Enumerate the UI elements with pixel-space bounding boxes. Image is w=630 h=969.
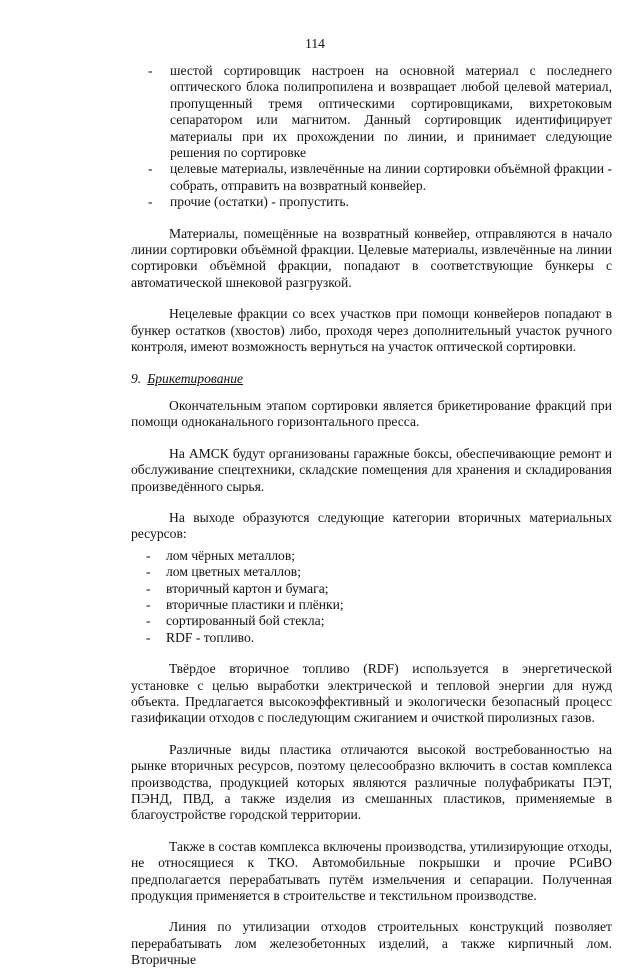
paragraph: На выходе образуются следующие категории вторичных материальных ресурсов: (131, 509, 612, 542)
resource-categories-list (131, 548, 612, 646)
section-title: Брикетирование (147, 370, 244, 386)
list-marker: - (146, 613, 151, 629)
list-item: - шестой сортировщик настроен на основной материал с последнего оптического блока полипропилена и возвращает любой целевой материал, пропущенный тремя оптическими сортировщиками, вихретоковым сепаратором или магнитом. Данный сортировщик идентифицирует материалы при их прохождении по линии, и принимает следующие решения по сортировке (148, 63, 612, 161)
list-item: - RDF - топливо. (146, 629, 255, 645)
paragraph: Различные виды пластика отличаются высокой востребованностью на рынке вторичных ресурсов, поэтому целесообразно включить в состав комплекса производства, продукцией которых являются различные полуфабрикаты ПЭТ, ПЭНД, ПВД, а также изделия из смешанных пластиков, применяемые в благоустройстве городской территории. (131, 741, 612, 823)
page-number: 114 (305, 36, 325, 51)
list-item: - вторичные пластики и плёнки; (146, 596, 344, 612)
list-marker: - (146, 629, 151, 645)
list-marker: - (148, 161, 153, 177)
final-paragraph-wrapper (131, 919, 612, 968)
list-marker: - (146, 580, 151, 596)
section-number: 9. (131, 370, 142, 386)
list-item: - лом цветных металлов; (146, 564, 301, 580)
list-item: - лом чёрных металлов; (146, 547, 296, 563)
list-marker: - (146, 547, 151, 563)
list-marker: - (146, 564, 151, 580)
list-item: - целевые материалы, извлечённые на линии сортировки объёмной фракции - собрать, отправить на возвратный конвейер. (148, 161, 612, 193)
section-heading (131, 371, 612, 387)
list-marker: - (146, 596, 151, 612)
list-marker: - (148, 63, 153, 78)
list-item: - сортированный бой стекла; (146, 613, 325, 629)
paragraph: Окончательным этапом сортировки является брикетирование фракций при помощи одноканального горизонтального пресса. (131, 397, 612, 430)
paragraph: Материалы, помещённые на возвратный конвейер, отправляются в начало линии сортировки объёмной фракции. Целевые материалы, извлечённые на линии сортировки объёмной фракции, попадают в соответствующие бункеры с автоматической шнековой разгрузкой. (131, 225, 612, 290)
paragraph: Твёрдое вторичное топливо (RDF) используется в энергетической установке с целью выработки электрической и тепловой энергии для нужд объекта. Предлагается высокоэффективный и экологически безопасный процесс газификации отходов с последующим сжиганием и очисткой пиролизных газов. (131, 661, 612, 726)
list-marker: - (148, 194, 153, 210)
paragraph: Линия по утилизации отходов строительных конструкций позволяет перерабатывать лом железобетонных изделий, а также кирпичный лом. Вторичные (131, 919, 612, 968)
paragraph: На АМСК будут организованы гаражные боксы, обеспечивающие ремонт и обслуживание спецтехники, складские помещения для хранения и складирования произведённого сырья. (131, 445, 612, 494)
list-item: - прочие (остатки) - пропустить. (148, 194, 349, 210)
list-item: - вторичный картон и бумага; (146, 580, 329, 596)
page-body (131, 63, 612, 969)
paragraph: Нецелевые фракции со всех участков при помощи конвейеров попадают в бункер остатков (хвостов) либо, проходя через дополнительный участок ручного контроля, имеют возможность вернуться на участок оптической сортировки. (131, 306, 612, 355)
sorting-rules-list (131, 63, 612, 211)
paragraph: Также в состав комплекса включены производства, утилизирующие отходы, не относящиеся к ТКО. Автомобильные покрышки и прочие РСиВО предполагается перерабатывать путём измельчения и сепарации. Полученная продукция применяется в строительстве и текстильном производстве. (131, 838, 612, 904)
